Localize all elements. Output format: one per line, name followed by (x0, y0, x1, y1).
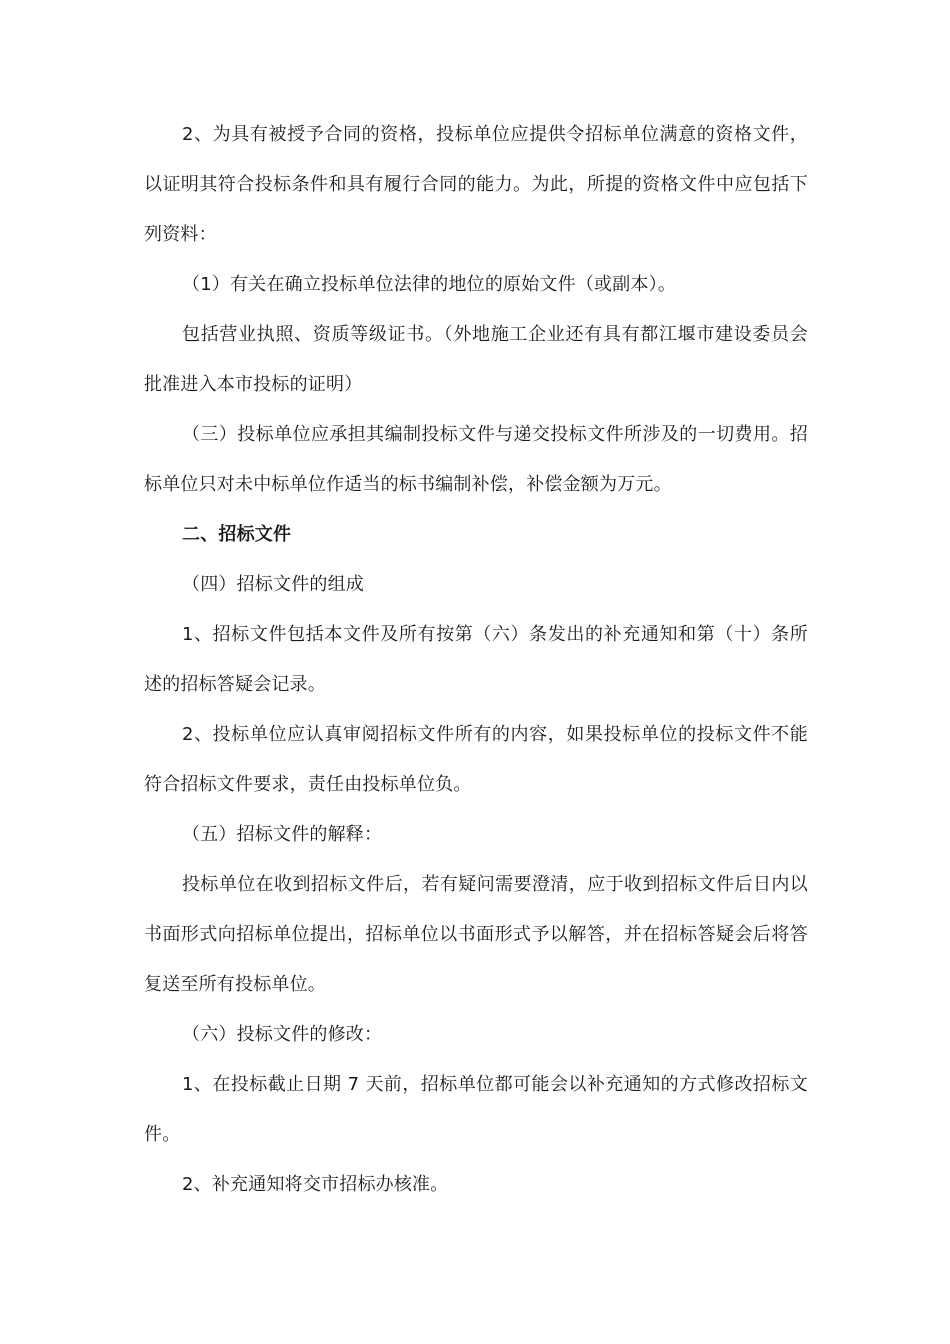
clause-heading-modification: （六）投标文件的修改： (182, 1024, 383, 1045)
document-body (144, 110, 808, 1210)
clause-heading-composition: （四）招标文件的组成 (182, 574, 364, 595)
paragraph-clarification-procedure: 投标单位在收到招标文件后，若有疑问需要澄清，应于收到招标文件后日内以书面形式向招标单位提出，招标单位以书面形式予以解答，并在招标答疑会后将答复送至所有投标单位。 (144, 874, 808, 995)
paragraph-modification-deadline: 1、在投标截止日期 7 天前，招标单位都可能会以补充通知的方式修改招标文件。 (144, 1074, 808, 1145)
paragraph-review-requirement: 2、投标单位应认真审阅招标文件所有的内容，如果投标单位的投标文件不能符合招标文件要求，责任由投标单位负。 (144, 724, 808, 795)
clause-heading-interpretation: （五）招标文件的解释： (182, 824, 383, 845)
paragraph-business-license: 包括营业执照、资质等级证书。（外地施工企业还有具有都江堰市建设委员会批准进入本市投标的证明） (144, 324, 808, 395)
section-heading-tender-documents: 二、招标文件 (182, 524, 292, 545)
paragraph-supplement-approval: 2、补充通知将交市招标办核准。 (182, 1174, 449, 1195)
paragraph-tender-contents: 1、招标文件包括本文件及所有按第（六）条发出的补充通知和第（十）条所述的招标答疑会记录。 (144, 624, 808, 695)
paragraph-legal-status-documents: （1）有关在确立投标单位法律的地位的原始文件（或副本）。 (182, 274, 677, 295)
paragraph-qualification-documents: 2、为具有被授予合同的资格，投标单位应提供令招标单位满意的资格文件，以证明其符合投标条件和具有履行合同的能力。为此，所提的资格文件中应包括下列资料： (144, 124, 808, 245)
paragraph-bidding-costs: （三）投标单位应承担其编制投标文件与递交投标文件所涉及的一切费用。招标单位只对未中标单位作适当的标书编制补偿，补偿金额为万元。 (144, 424, 808, 495)
